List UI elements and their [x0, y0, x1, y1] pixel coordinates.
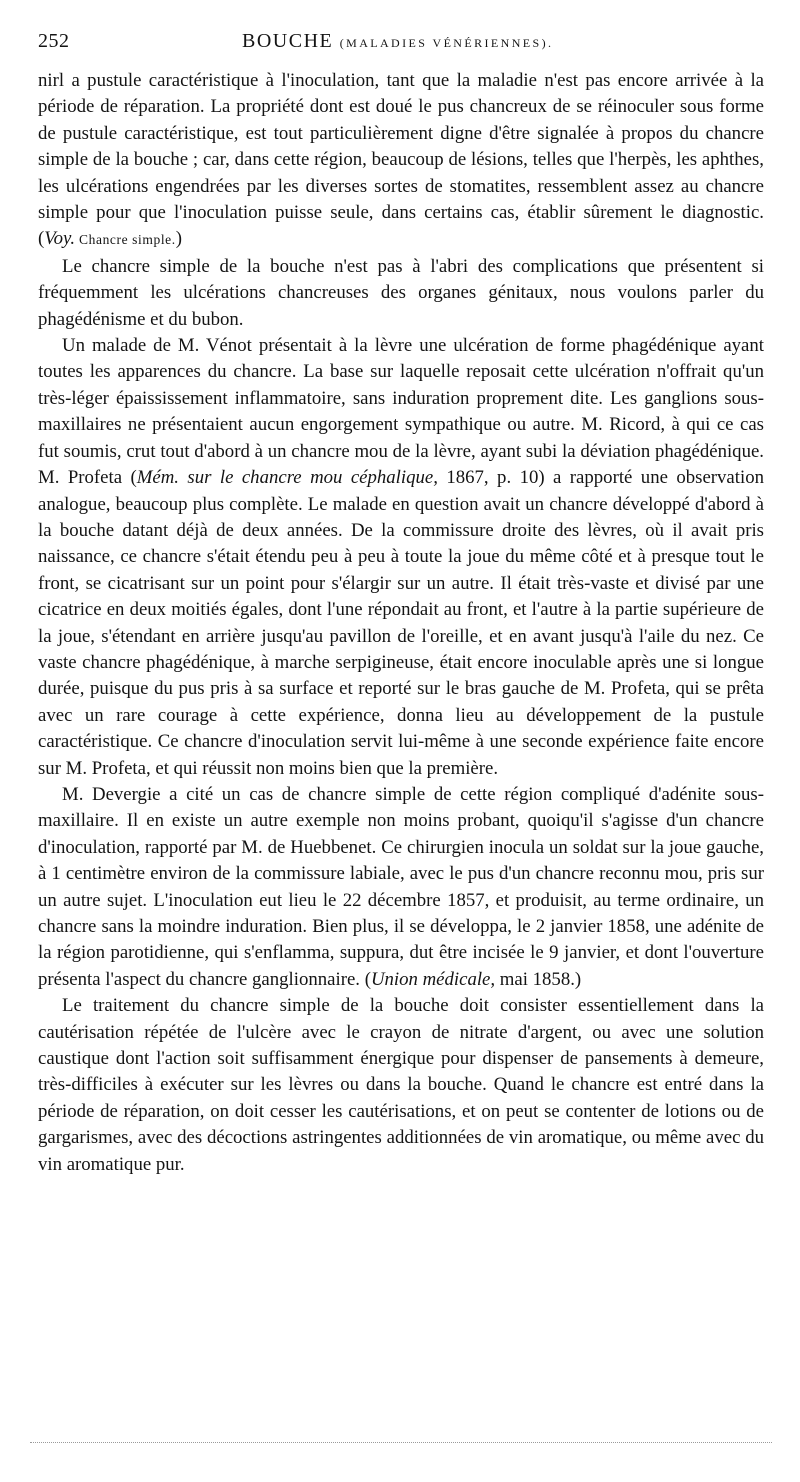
paragraph-text: Un malade de M. Vénot présentait à la lèvre une ulcération de forme phagédénique ayant toutes les apparences du chancre. La base sur laquelle reposait cette ulcération n'offrait qu'un très-léger épaississement inflammatoire, sans induration proprement dite. Les ganglions sous-maxillaires ne présentaient aucun engorgement sympathique ou autre. M. Ricord, à qui ce cas fut soumis, crut tout d'abord à un chancre mou de la lèvre, ayant subi la déviation phagédénique. M. Profeta ( [38, 335, 764, 489]
paragraph-case-devergie [38, 782, 764, 993]
cross-reference-smallcaps: Chancre simple. [75, 232, 176, 248]
citation-italic: Mém. sur le chancre mou céphalique, [136, 467, 438, 489]
page-number: 252 [38, 30, 70, 52]
running-head-title: BOUCHE [242, 30, 334, 52]
paragraph-text: mai 1858.) [495, 968, 582, 990]
paragraph-text: nirl a pustule caractéristique à l'inoculation, tant que la maladie n'est pas encore arrivée à la période de réparation. La propriété dont est doué le pus chancreux de se réinoculer sous forme de pustule caractéristique, est tout particulièrement digne d'être signalée à propos du chancre simple de la bouche ; car, dans cette région, beaucoup de lésions, telles que l'herpès, les aphthes, les ulcérations engendrées par les diverses sortes de stomatites, ressemblent assez au chancre simple pour que l'inoculation puisse seule, dans certains cas, établir sûrement le diagnostic. ( [38, 70, 764, 250]
paragraph-case-venot [38, 333, 764, 782]
paragraph-treatment: Le traitement du chancre simple de la bouche doit consister essentiellement dans la cautérisation répétée de l'ulcère avec le crayon de nitrate d'argent, ou avec une solution caustique dont l'action soit suffisamment énergique pour dispenser de pansements à demeure, très-difficiles à exécuter sur les lèvres ou dans la bouche. Quand le chancre est entré dans la période de réparation, on doit cesser les cautérisations, et on peut se contenter de lotions ou de gargarismes, avec des décoctions astringentes additionnées de vin aromatique, ou même avec du vin aromatique pur. [38, 995, 764, 1175]
paragraph-text: 1867, p. 10) a rapporté une observation analogue, beaucoup plus complète. Le malade en question avait un chancre développé d'abord à la bouche datant déjà de deux années. De la commissure droite des lèvres, où il avait pris naissance, ce chancre s'était étendu peu à peu à toute la joue du même côté et à presque tout le front, se cicatrisant sur un point pour s'élargir sur un autre. Il était très-vaste et divisé par une cicatrice en deux moitiés égales, dont l'une répondait au front, et l'autre à la partie supérieure de la joue, s'étendant en arrière jusqu'au pavillon de l'oreille, et en avant jusqu'à l'aile du nez. Ce vaste chancre phagédénique, à marche serpigineuse, était encore inoculable après une si longue durée, puisque du pus pris à sa surface et reporté sur le bras gauche de M. Profeta, qui se prêta avec un rare courage à cette expérience, donna lieu au développement de la pustule caractéristique. Ce chancre d'inoculation servit lui-même à une seconde expérience faite encore sur M. Profeta, et qui réussit non moins bien que la première. [38, 467, 764, 779]
citation-italic: Union médicale, [370, 968, 496, 990]
paragraph-complications: Le chancre simple de la bouche n'est pas à l'abri des complications que présentent si fréquemment les ulcérations chancreuses des organes génitaux, nous voulons parler du phagédénisme et du bubon. [38, 255, 764, 330]
paragraph-continuation [38, 68, 764, 254]
citation-italic: Voy. [44, 228, 76, 250]
running-head [242, 30, 553, 53]
page-header [38, 30, 770, 58]
footer-dotted-rule [30, 1442, 772, 1443]
running-head-subtitle: (MALADIES VÉNÉRIENNES). [339, 36, 554, 50]
body-text [38, 68, 764, 1178]
paragraph-text: M. Devergie a cité un cas de chancre simple de cette région compliqué d'adénite sous-maxillaire. Il en existe un autre exemple non moins probant, quoiqu'il s'agisse d'un chancre d'inoculation, rapporté par M. de Huebbenet. Ce chirurgien inocula un soldat sur la joue gauche, à 1 centimètre environ de la commissure labiale, avec le pus d'un chancre reconnu mou, pris sur un autre sujet. L'inoculation eut lieu le 22 décembre 1857, et produisit, au terme ordinaire, un chancre sans la moindre induration. Bien plus, il se développa, le 2 janvier 1858, une adénite de la région parotidienne, qui s'enflamma, suppura, dut être incisée le 9 janvier, et dont l'ouverture présenta l'aspect du chancre ganglionnaire. ( [38, 783, 764, 990]
paragraph-text: ) [175, 228, 183, 250]
